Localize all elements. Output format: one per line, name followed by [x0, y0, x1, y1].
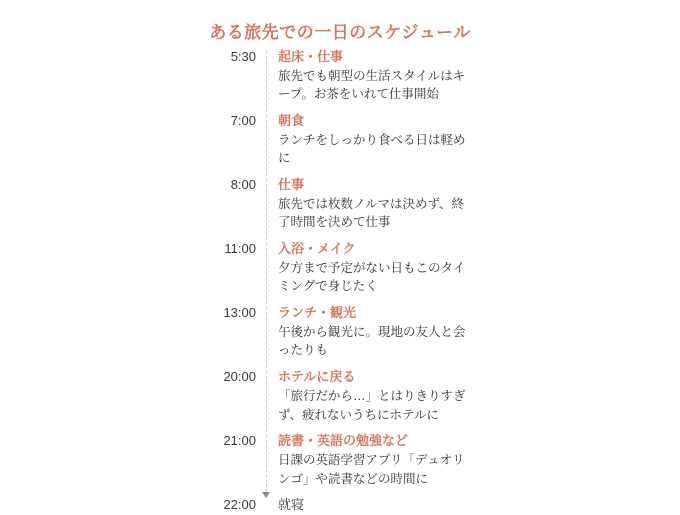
timeline-rail: [256, 304, 278, 368]
entry-activity: ランチ・観光: [278, 305, 357, 321]
timeline-dash: [266, 51, 267, 112]
entry-description: ランチをしっかり食べる日は軽めに: [278, 132, 466, 166]
entry-body: [278, 496, 516, 515]
entry-body: [278, 304, 516, 368]
timeline-dash: [266, 179, 267, 240]
entry-body: [278, 48, 516, 112]
timeline-rail: [256, 240, 278, 304]
entry-description: 日課の英語学習アプリ「デュオリンゴ」や読書などの時間に: [278, 452, 465, 486]
entry-time: 13:00: [223, 305, 256, 321]
entry-time: 7:00: [230, 113, 256, 129]
timeline-rail: [256, 112, 278, 176]
schedule-entry: [196, 176, 516, 240]
schedule-entry: [196, 112, 516, 176]
entry-time: 8:00: [230, 177, 256, 193]
timeline-rail: [256, 48, 278, 112]
entry-activity: 就寝: [278, 497, 305, 513]
schedule-entry: [196, 432, 516, 496]
timeline-rail: [256, 176, 278, 240]
timeline-dash: [266, 371, 267, 432]
entry-description: 旅先でも朝型の生活スタイルはキープ。お茶をいれて仕事開始: [278, 68, 466, 102]
entry-activity: 仕事: [278, 177, 305, 193]
entry-activity: ホテルに戻る: [278, 369, 356, 385]
schedule-list: [196, 48, 516, 515]
entry-time: 22:00: [223, 497, 256, 513]
timeline-rail: [256, 368, 278, 432]
entry-activity: 読書・英語の勉強など: [278, 433, 409, 449]
entry-description: 午後から観光に。現地の友人と会ったりも: [278, 324, 466, 358]
entry-activity: 起床・仕事: [278, 49, 344, 64]
entry-description: 夕方まで予定がない日もこのタイミングで身じたく: [278, 260, 466, 294]
entry-description: 旅先では枚数ノルマは決めず、終了時間を決めて仕事: [278, 196, 465, 230]
schedule-entry: [196, 368, 516, 432]
entry-activity: 朝食: [278, 113, 305, 129]
entry-time: 11:00: [224, 241, 256, 257]
entry-body: [278, 240, 516, 304]
entry-time: 5:30: [230, 49, 256, 64]
timeline-dash: [266, 307, 267, 368]
entry-description: 「旅行だから…」とはりきりすぎず、疲れないうちにホテルに: [278, 388, 466, 422]
entry-body: [278, 368, 516, 432]
entry-time: 20:00: [223, 369, 256, 385]
entry-body: [278, 112, 516, 176]
timeline-dash: [266, 243, 267, 304]
timeline-rail: [256, 432, 278, 496]
page-title: ある旅先での一日のスケジュール: [209, 23, 471, 42]
entry-time: 21:00: [223, 433, 256, 449]
entry-body: [278, 176, 516, 240]
timeline-rail: [256, 496, 278, 515]
timeline-dash: [266, 435, 267, 492]
schedule-entry: [196, 48, 516, 112]
schedule-entry: [196, 496, 516, 515]
entry-body: [278, 432, 516, 496]
timeline-dash: [266, 115, 267, 176]
entry-activity: 入浴・メイク: [278, 241, 356, 257]
schedule-entry: [196, 304, 516, 368]
schedule-entry: [196, 240, 516, 304]
